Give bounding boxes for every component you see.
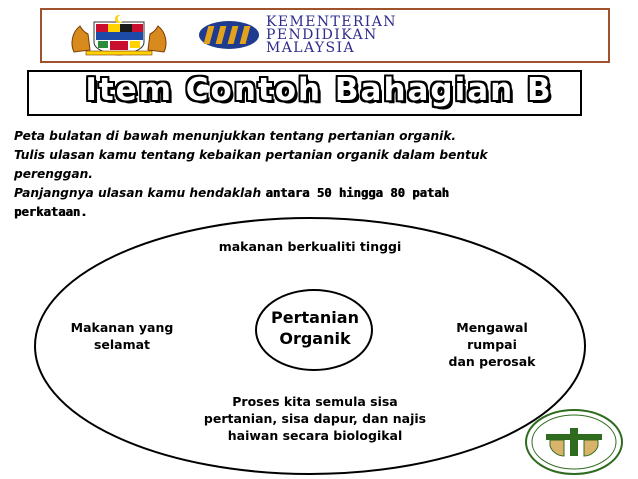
exam-board-logo-icon: [524, 408, 624, 476]
ministry-line-1: KEMENTERIAN: [266, 14, 397, 30]
map-item-bottom: Proses kita semula sisa pertanian, sisa dapur, dan najis haiwan secara biologikal: [203, 394, 427, 443]
word-count-emphasis: antara 50 hingga 80 patah: [265, 186, 449, 200]
instruction-line-1: Peta bulatan di bawah menunjukkan tentang pertanian organik.: [14, 129, 457, 143]
map-item-right: Mengawal rumpai dan perosak: [448, 320, 536, 369]
word-count-emphasis-end: perkataan.: [14, 205, 88, 219]
map-item-left: Makanan yang selamat: [70, 320, 174, 352]
instruction-line-3: perenggan.: [14, 167, 93, 181]
ministry-line-3: MALAYSIA: [266, 40, 355, 56]
instruction-line-2: Tulis ulasan kamu tentang kebaikan pertanian organik dalam bentuk: [14, 148, 488, 162]
ministry-line-2: PENDIDIKAN: [266, 27, 378, 43]
map-item-top: makanan berkualiti tinggi: [218, 239, 402, 254]
center-topic: Pertanian Organik: [271, 308, 359, 348]
page-title: Item Contoh Bahagian B: [85, 72, 553, 108]
instruction-line-4-prefix: Panjangnya ulasan kamu hendaklah: [14, 186, 266, 200]
